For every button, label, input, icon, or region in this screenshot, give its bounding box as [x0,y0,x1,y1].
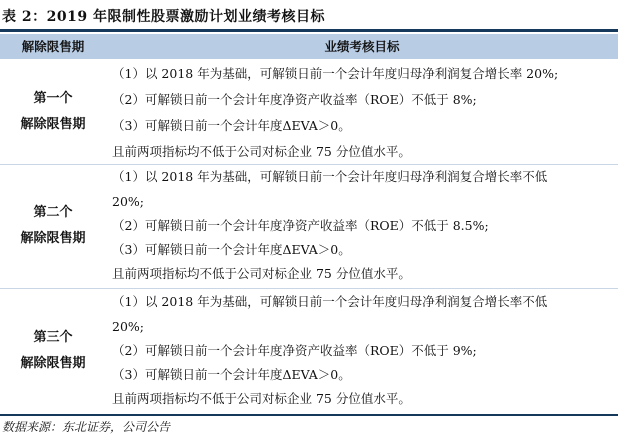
period-label-line1: 第三个 [33,330,73,345]
target-line: （3）可解锁日前一个会计年度ΔEVA＞0。 [112,118,351,133]
target-line: （1）以 2018 年为基础，可解锁日前一个会计年度归母净利润复合增长率 20%; [112,66,559,81]
target-line: （2）可解锁日前一个会计年度净资产收益率（ROE）不低于 8.5%; [112,218,489,233]
period-cell [0,86,106,138]
target-line: （3）可解锁日前一个会计年度ΔEVA＞0。 [112,367,351,382]
period-label-line2: 解除限售期 [20,117,86,132]
period-cell [0,200,106,252]
target-line: （2）可解锁日前一个会计年度净资产收益率（ROE）不低于 9%; [112,343,477,358]
table-title: 表 2：2019 年限制性股票激励计划业绩考核目标 [2,9,325,25]
table-row [0,164,618,289]
target-line: 且前两项指标均不低于公司对标企业 75 分位值水平。 [112,391,411,406]
source-note: 数据来源：东北证券，公司公告 [2,420,171,434]
header-period: 解除限售期 [21,39,85,54]
target-line: 20%; [112,319,144,334]
header-target: 业绩考核目标 [324,39,400,54]
target-cell [112,164,612,286]
target-line: 且前两项指标均不低于公司对标企业 75 分位值水平。 [112,144,411,159]
period-label-line1: 第一个 [33,91,73,106]
target-line: 且前两项指标均不低于公司对标企业 75 分位值水平。 [112,266,411,281]
period-label-line1: 第二个 [33,205,73,220]
target-line: （1）以 2018 年为基础，可解锁日前一个会计年度归母净利润复合增长率不低 [112,294,548,309]
title-rule [0,29,618,32]
period-cell [0,325,106,377]
table-row [0,289,618,413]
target-cell [112,61,612,165]
table-header [0,34,618,59]
period-label-line2: 解除限售期 [20,356,86,371]
target-line: （3）可解锁日前一个会计年度ΔEVA＞0。 [112,242,351,257]
target-line: （2）可解锁日前一个会计年度净资产收益率（ROE）不低于 8%; [112,92,477,107]
bottom-rule [0,414,618,416]
target-cell [112,289,612,411]
target-line: （1）以 2018 年为基础，可解锁日前一个会计年度归母净利润复合增长率不低 [112,169,548,184]
period-label-line2: 解除限售期 [20,231,86,246]
target-line: 20%; [112,194,144,209]
table-row [0,60,618,165]
